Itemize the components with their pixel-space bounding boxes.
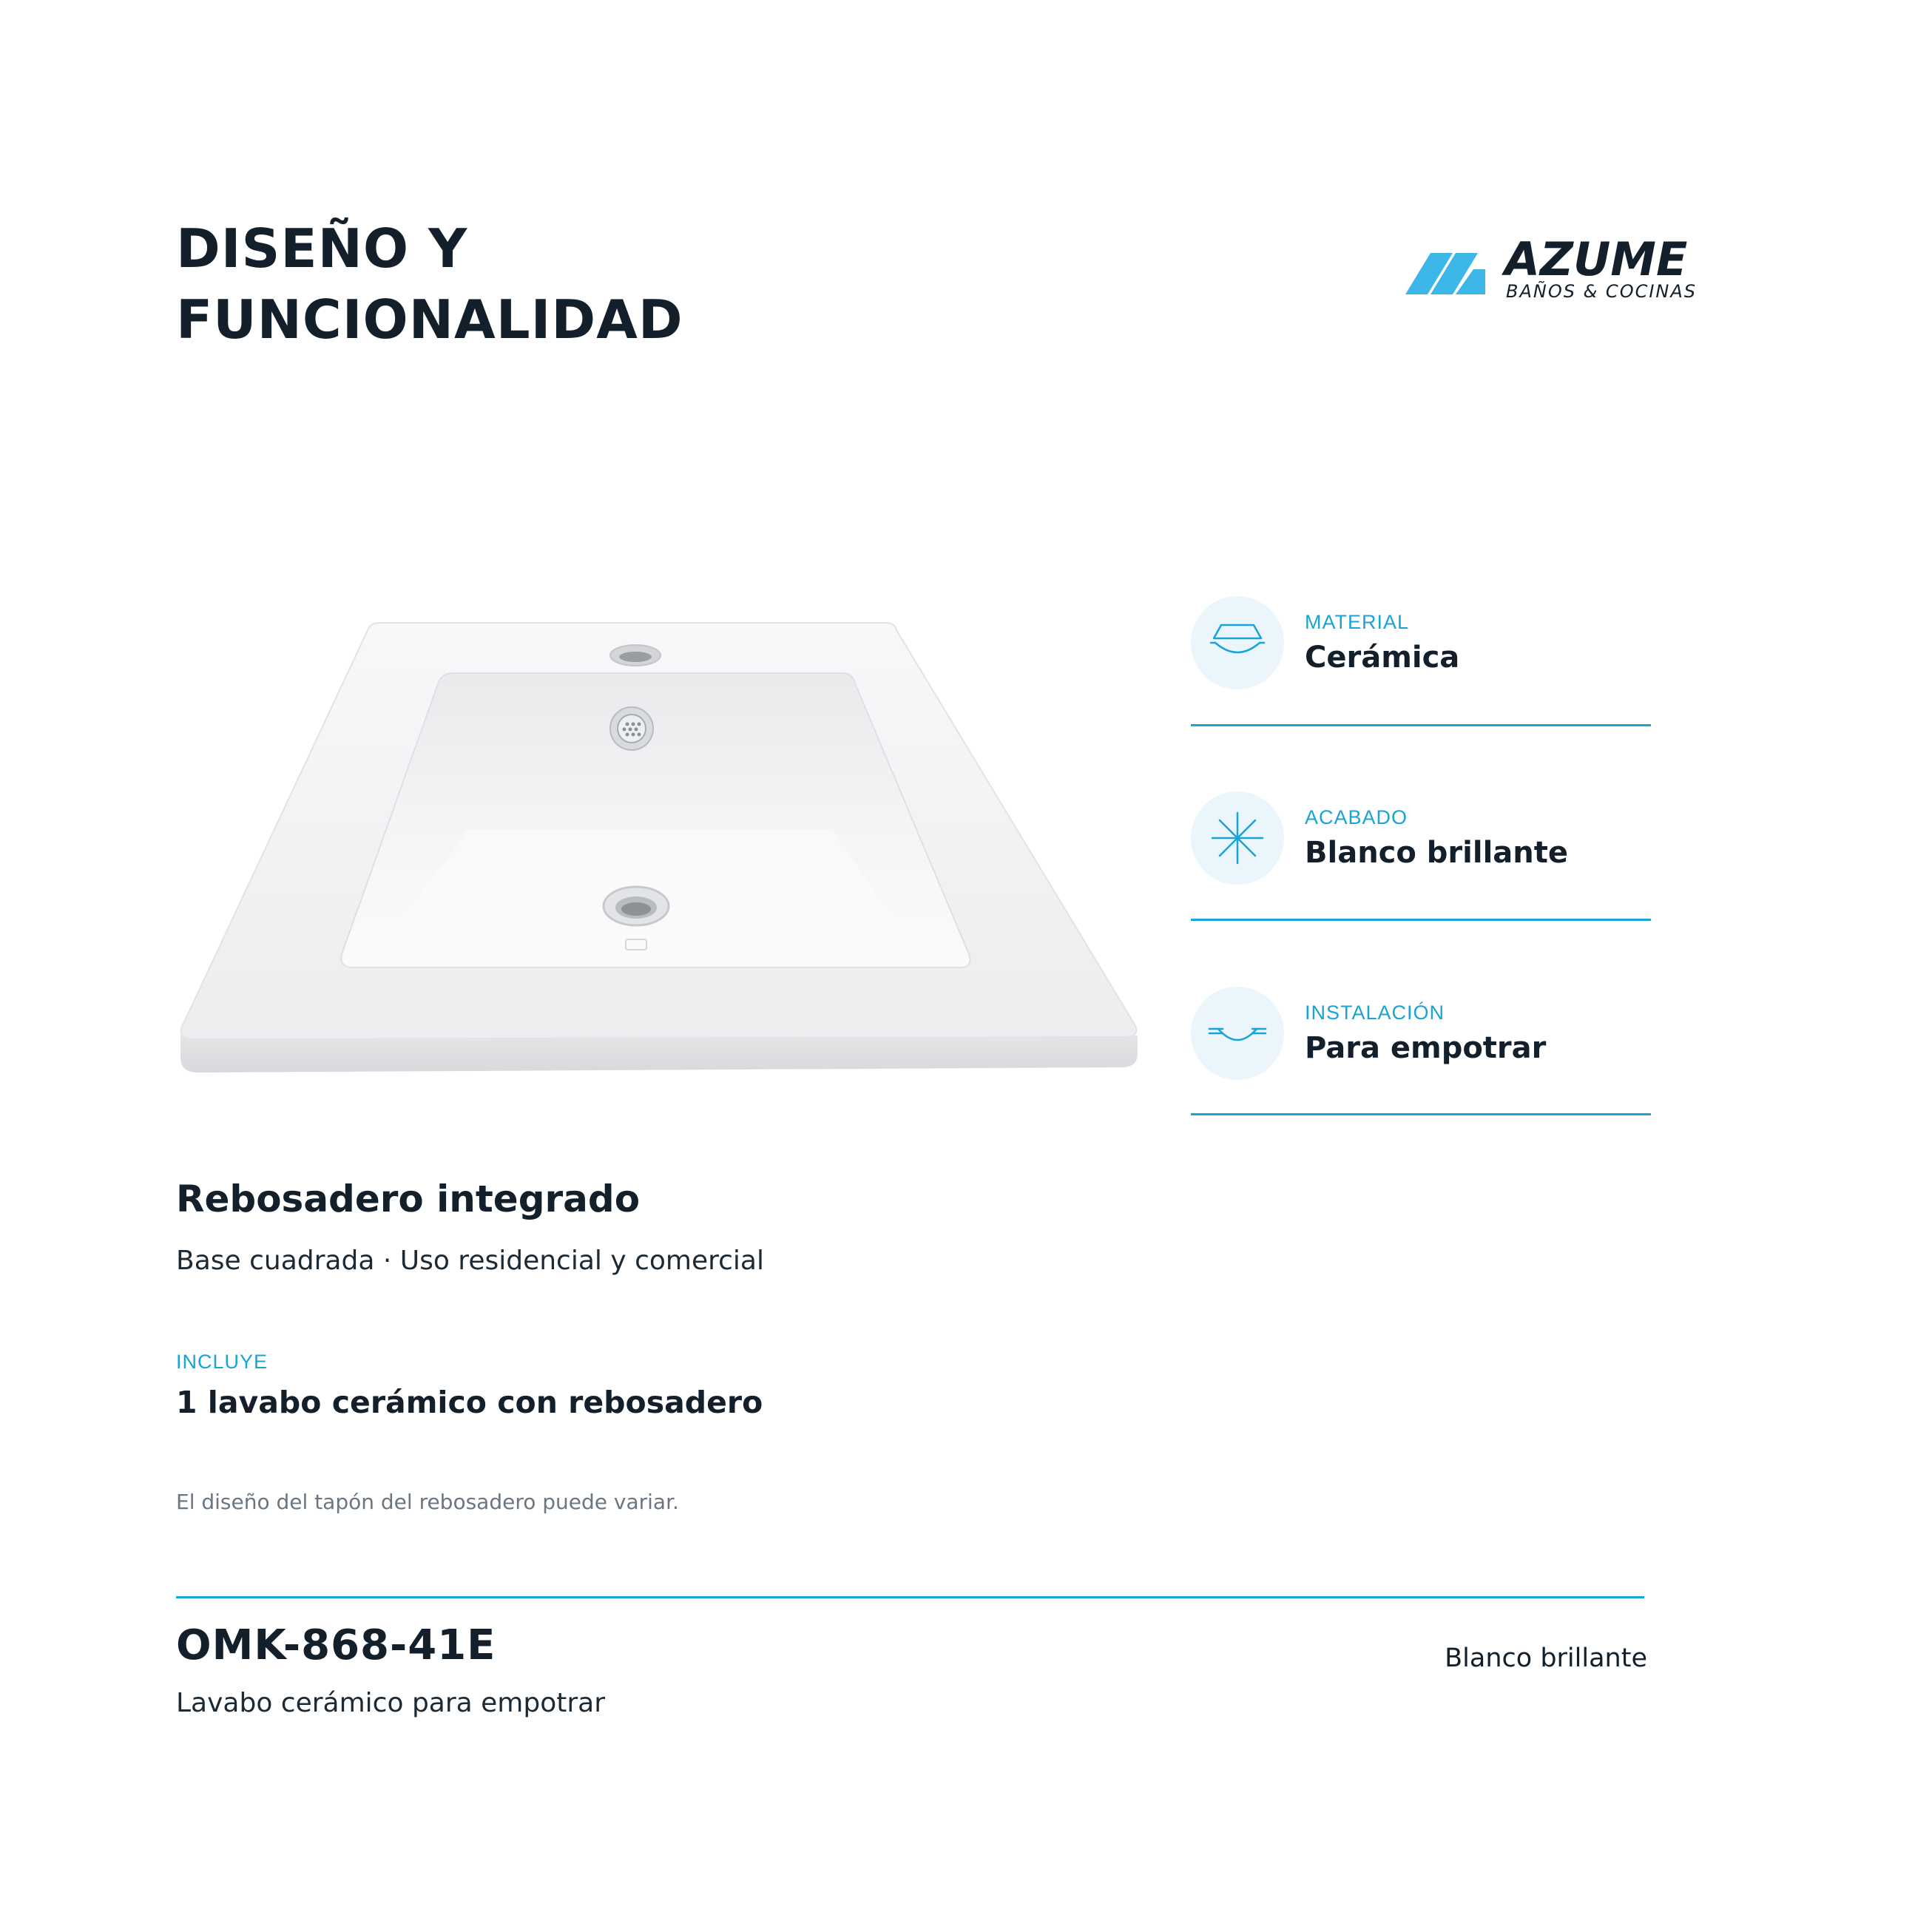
page-title-line-1: DISEÑO Y <box>176 217 468 280</box>
feature-icon-circle <box>1191 791 1284 885</box>
azume-logo-mark-icon <box>1405 231 1731 305</box>
brand-name: AZUME <box>1504 232 1688 286</box>
recessed-basin-icon <box>1208 1004 1267 1063</box>
product-image <box>176 621 1149 1076</box>
feature-finish <box>1191 791 1649 895</box>
feature-icon-circle <box>1191 987 1284 1080</box>
feature-label: MATERIAL <box>1305 611 1410 633</box>
model-number: OMK-868-41E <box>176 1621 496 1669</box>
feature-value: Blanco brillante <box>1305 836 1568 870</box>
feature-label: ACABADO <box>1305 806 1408 828</box>
feature-value: Para empotrar <box>1305 1031 1547 1065</box>
footer-divider <box>176 1596 1644 1598</box>
page-title <box>176 213 683 355</box>
feature-divider <box>1191 919 1651 921</box>
finish-label: Blanco brillante <box>1445 1644 1647 1673</box>
brand-tagline: BAÑOS & COCINAS <box>1506 281 1698 302</box>
feature-installation <box>1191 987 1649 1090</box>
feature-divider <box>1191 1113 1651 1115</box>
feature-icon-circle <box>1191 596 1284 689</box>
highlight-heading: Rebosadero integrado <box>176 1178 641 1220</box>
page-title-line-2: FUNCIONALIDAD <box>176 288 683 351</box>
feature-divider <box>1191 724 1651 726</box>
sparkle-icon <box>1208 808 1267 868</box>
feature-value: Cerámica <box>1305 641 1460 675</box>
includes-value: 1 lavabo cerámico con rebosadero <box>176 1385 763 1420</box>
ceramic-bowl-icon <box>1208 613 1267 672</box>
highlight-description: Base cuadrada · Uso residencial y comercial <box>176 1246 764 1276</box>
brand-logo <box>1405 231 1731 305</box>
disclaimer-note: El diseño del tapón del rebosadero puede variar. <box>176 1490 679 1514</box>
feature-label: INSTALACIÓN <box>1305 1002 1445 1024</box>
includes-label: INCLUYE <box>176 1351 268 1373</box>
ceramic-sink-image <box>176 621 1149 1076</box>
model-description: Lavabo cerámico para empotrar <box>176 1688 606 1718</box>
feature-material <box>1191 596 1649 700</box>
